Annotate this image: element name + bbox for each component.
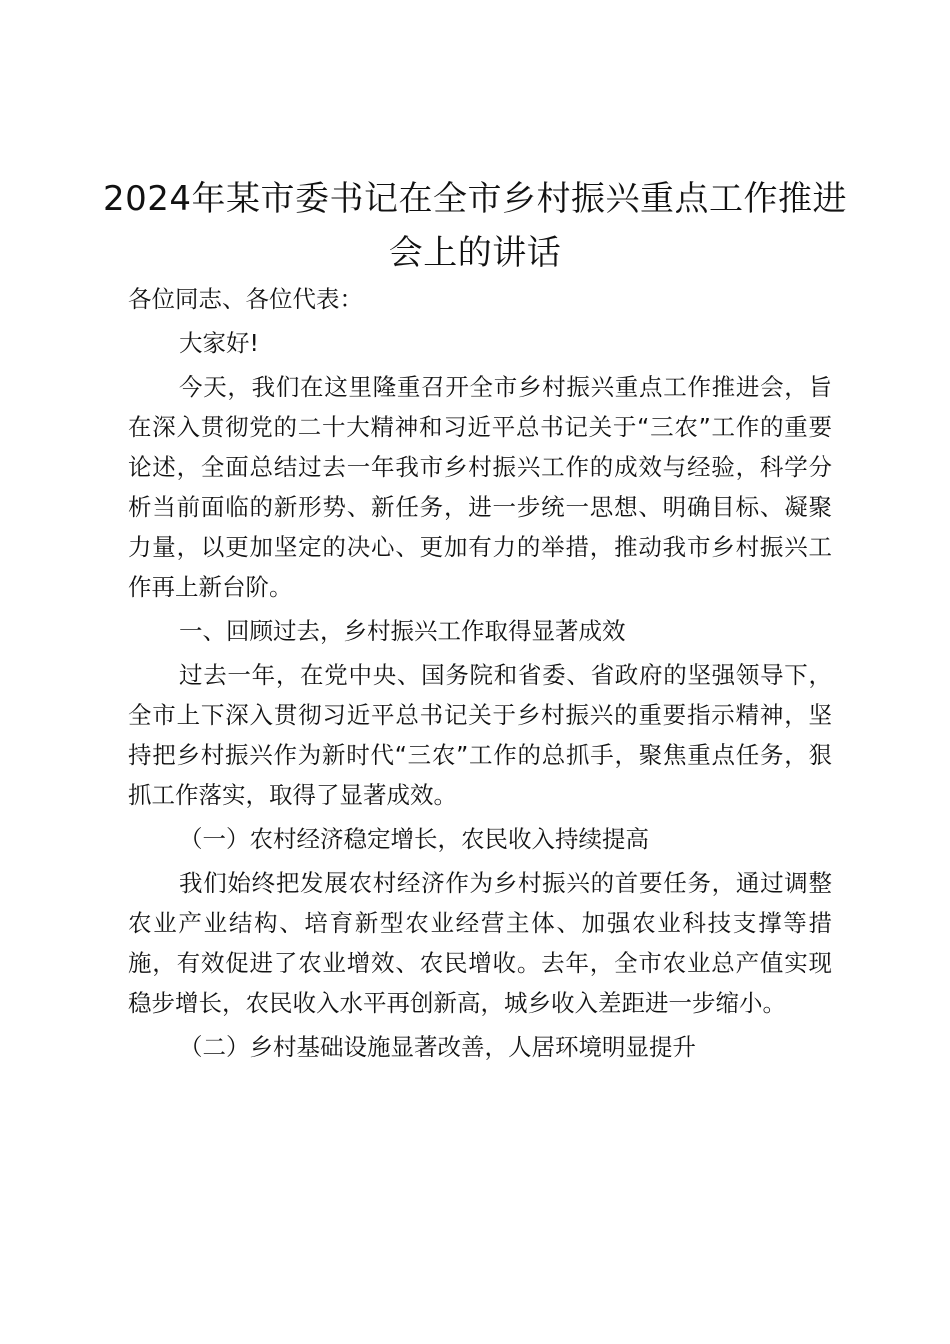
- greeting: 大家好!: [179, 329, 259, 357]
- document-body: [128, 279, 832, 1071]
- subsection-heading-2: （二）乡村基础设施显著改善，人居环境明显提升: [179, 1033, 696, 1061]
- salutation: 各位同志、各位代表：: [128, 285, 363, 313]
- opening-paragraph: 今天，我们在这里隆重召开全市乡村振兴重点工作推进会，旨在深入贯彻党的二十大精神和习近平总书记关于“三农”工作的重要论述，全面总结过去一年我市乡村振兴工作的成效与经验，科学分析当前面临的新形势、新任务，进一步统一思想、明确目标、凝聚力量，以更加坚定的决心、更加有力的举措，推动我市乡村振兴工作再上新台阶。: [128, 373, 832, 601]
- section-heading-1: 一、回顾过去，乡村振兴工作取得显著成效: [179, 617, 626, 645]
- subsection-heading-1: （一）农村经济稳定增长，农民收入持续提高: [179, 825, 649, 853]
- section-paragraph-1: 过去一年，在党中央、国务院和省委、省政府的坚强领导下，全市上下深入贯彻习近平总书记关于乡村振兴的重要指示精神，坚持把乡村振兴作为新时代“三农”工作的总抓手，聚焦重点任务，狠抓工作落实，取得了显著成效。: [128, 661, 832, 809]
- subsection-paragraph-1: 我们始终把发展农村经济作为乡村振兴的首要任务，通过调整农业产业结构、培育新型农业经营主体、加强农业科技支撑等措施，有效促进了农业增效、农民增收。去年，全市农业总产值实现稳步增长，农民收入水平再创新高，城乡收入差距进一步缩小。: [128, 869, 832, 1017]
- document-title: 2024年某市委书记在全市乡村振兴重点工作推进会上的讲话: [102, 179, 848, 273]
